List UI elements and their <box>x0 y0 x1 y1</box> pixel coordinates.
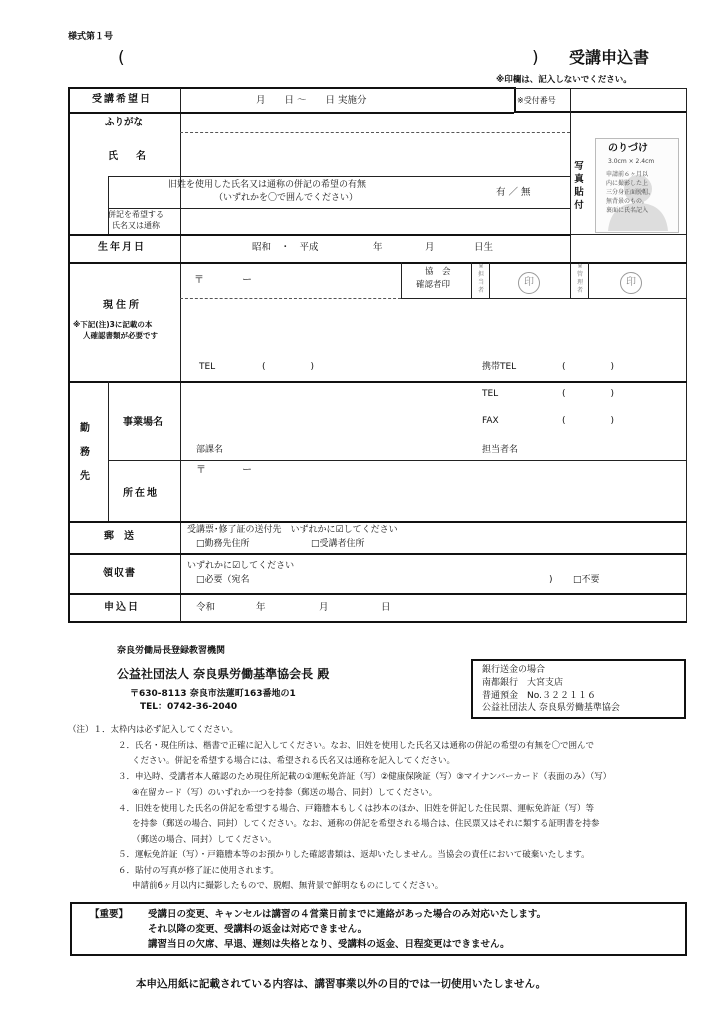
furigana-label: ふりがな <box>105 117 144 128</box>
home-tel-field[interactable]: ( ) <box>262 362 315 372</box>
important-notice-box <box>70 902 687 956</box>
maiden-instruction: （いずれかを〇で囲んでください） <box>214 193 359 203</box>
open-paren: ( <box>118 48 125 68</box>
important-line-1: 受講日の変更、キャンセルは講習の４営業日前までに連絡があった場合のみ対応いたします。 <box>148 909 547 920</box>
note-item: ５．運転免許証（写）・戸籍謄本等のお預かりした確認書類は、返却いたしません。当協会の責任において破棄いたします。 <box>118 850 590 860</box>
note-item: ④在留カード（写）のいずれか一つを持参（郵送の場合、同封）してください。 <box>132 788 438 798</box>
application-date-label: 申込日 <box>104 602 140 613</box>
staff-label: ※ 担 当 者 <box>477 263 484 294</box>
note-item: （注）１．太枠内は必ず記入してください。 <box>68 725 239 735</box>
important-line-2: それ以降の変更、受講料の返金は対応できません。 <box>148 924 368 935</box>
mailing-option-workplace[interactable]: □勤務先住所 <box>196 539 250 549</box>
note-item: ４．旧姓を使用した氏名の併記を希望する場合、戸籍謄本もしくは抄本のほか、旧姓を併記した住民票、運転免許証（写）等 <box>118 804 595 814</box>
workplace-postal-dash: ー <box>242 465 252 476</box>
maiden-options[interactable]: 有 ／ 無 <box>496 187 531 198</box>
birth-day: 日生 <box>474 242 494 253</box>
receipt-close-paren: ) <box>549 575 553 585</box>
furigana-field[interactable] <box>182 114 568 131</box>
workplace-location-label: 所在地 <box>123 488 159 499</box>
note-item: ください。併記を希望する場合には、希望される氏名又は通称を記入してください。 <box>132 756 456 766</box>
concurrent-label-2: 氏名又は通称 <box>112 221 160 230</box>
association-seal-label: 確認者印 <box>416 280 451 290</box>
course-date-field[interactable]: 月 日 ～ 日 実施分 <box>256 95 367 106</box>
photo-box[interactable] <box>595 138 679 233</box>
note-item: ３．申込時、受講者本人確認のため現住所記載の①運転免許証（写）②健康保険証（写）③マイナンバーカード（表面のみ）（写） <box>118 772 612 782</box>
organization-name: 公益社団法人 奈良県労働基準協会長 殿 <box>117 667 330 681</box>
bank-line-3: 普通預金 No.３２２１１６ <box>482 691 596 701</box>
address-field[interactable] <box>182 264 400 374</box>
photo-title: のりづけ <box>608 143 648 154</box>
work-tel-label: TEL <box>482 389 499 399</box>
receipt-label: 領収書 <box>103 568 136 579</box>
reception-number-field <box>571 89 685 111</box>
work-fax-label: FAX <box>482 416 499 426</box>
manager-label: ※ 管 理 者 <box>576 263 583 294</box>
receipt-option-unneeded[interactable]: □不要 <box>573 575 600 585</box>
application-year: 年 <box>256 602 266 613</box>
form-number: 様式第１号 <box>68 32 114 42</box>
office-name-field[interactable] <box>182 383 462 423</box>
name-field[interactable] <box>182 134 568 174</box>
office-name-label: 事業場名 <box>123 417 163 428</box>
bank-info-box <box>471 659 686 719</box>
workplace-postal-mark: 〒 <box>196 465 206 476</box>
contact-person-label: 担当者名 <box>482 445 519 455</box>
course-date-label: 受講希望日 <box>92 94 152 105</box>
privacy-footer: 本申込用紙に記載されている内容は、講習事業以外の目的では一切使用いたしません。 <box>136 978 547 990</box>
organization-tel: TEL：0742-36-2040 <box>140 702 238 712</box>
note-item: 申請前6ヶ月以内に撮影したもので、脱帽、無背景で鮮明なものにしてください。 <box>132 881 444 891</box>
home-tel-label: TEL <box>199 362 216 372</box>
mailing-instruction: 受講票･修了証の送付先 いずれかに☑してください <box>187 525 398 535</box>
photo-size: 3.0cm × 2.4cm <box>608 158 655 165</box>
note-item: ６．貼付の写真が修了証に使用されます。 <box>118 866 279 876</box>
reception-number-label: ※受付番号 <box>517 96 556 105</box>
address-note-2: 人確認書類が必要です <box>83 331 158 340</box>
photo-label: 写 真 貼 付 <box>574 161 584 211</box>
note-item: （郵送の場合、同封）してください。 <box>132 835 277 845</box>
bank-line-4: 公益社団法人 奈良県労働基準協会 <box>482 703 620 713</box>
address-label: 現住所 <box>103 300 142 311</box>
mailing-option-home[interactable]: □受講者住所 <box>311 539 365 549</box>
name-label: 氏 名 <box>108 151 150 162</box>
concurrent-label: 併記を希望する <box>108 210 164 219</box>
maiden-question: 旧姓を使用した氏名又は通称の併記の希望の有無 <box>168 180 367 190</box>
registration-text: 奈良労働局長登録教習機関 <box>117 646 226 656</box>
manager-seal-stamp: 印 <box>620 272 642 294</box>
birth-year: 年 <box>373 242 383 253</box>
birth-date-label: 生年月日 <box>98 242 146 253</box>
association-label: 協 会 <box>425 267 451 277</box>
receipt-option-needed[interactable]: □必要（宛名 <box>196 575 250 585</box>
bank-line-1: 銀行送金の場合 <box>482 665 546 675</box>
birth-month: 月 <box>425 242 435 253</box>
note-item: ２．氏名・現住所は、楷書で正確に記入してください。なお、旧姓を使用した氏名又は通称の併記の希望の有無を〇で囲んで <box>118 741 595 751</box>
application-month: 月 <box>319 602 329 613</box>
important-label: 【重要】 <box>90 909 129 920</box>
form-title: 受講申込書 <box>569 48 650 67</box>
mobile-tel-field[interactable]: ( ) <box>562 362 615 372</box>
workplace-address-field[interactable] <box>182 462 684 519</box>
mailing-label: 郵 送 <box>104 531 134 542</box>
bank-line-2: 南都銀行 大宮支店 <box>482 678 564 688</box>
work-tel-field[interactable]: ( ) <box>562 389 615 399</box>
note-item: を持参（郵送の場合、同封）してください。なお、通称の併記を希望される場合は、住民票又はそれに類する証明書を持参 <box>132 819 600 829</box>
department-label: 部課名 <box>196 445 224 455</box>
address-note: ※下記(注)3に記載の本 <box>73 320 153 329</box>
work-fax-field[interactable]: ( ) <box>562 416 615 426</box>
photo-instructions: 申請前６ヶ月以 内に撮影した上 三分身正面脱帽、 無背景のもの。 裏面に氏名記入 <box>606 171 655 214</box>
address-postal-mark: 〒 <box>194 275 204 286</box>
mobile-tel-label: 携帯TEL <box>482 362 517 372</box>
birth-era-field[interactable]: 昭和 ・ 平成 <box>252 242 319 253</box>
concurrent-name-field[interactable] <box>182 210 568 233</box>
organization-address: 〒630-8113 奈良市法蓮町163番地の1 <box>130 689 296 699</box>
important-line-3: 講習当日の欠席、早退、遅刻は失格となり、受講料の返金、日程変更はできません。 <box>148 939 510 950</box>
address-postal-dash: ー <box>242 275 252 286</box>
application-day: 日 <box>381 602 391 613</box>
close-paren: ) <box>532 48 539 68</box>
receipt-instruction: いずれかに☑してください <box>187 561 295 571</box>
application-era: 令和 <box>196 602 216 613</box>
stamp-note: ※印欄は、記入しないでください。 <box>496 75 632 85</box>
staff-seal-stamp: 印 <box>518 272 540 294</box>
workplace-side-label: 勤 務 先 <box>80 423 90 482</box>
